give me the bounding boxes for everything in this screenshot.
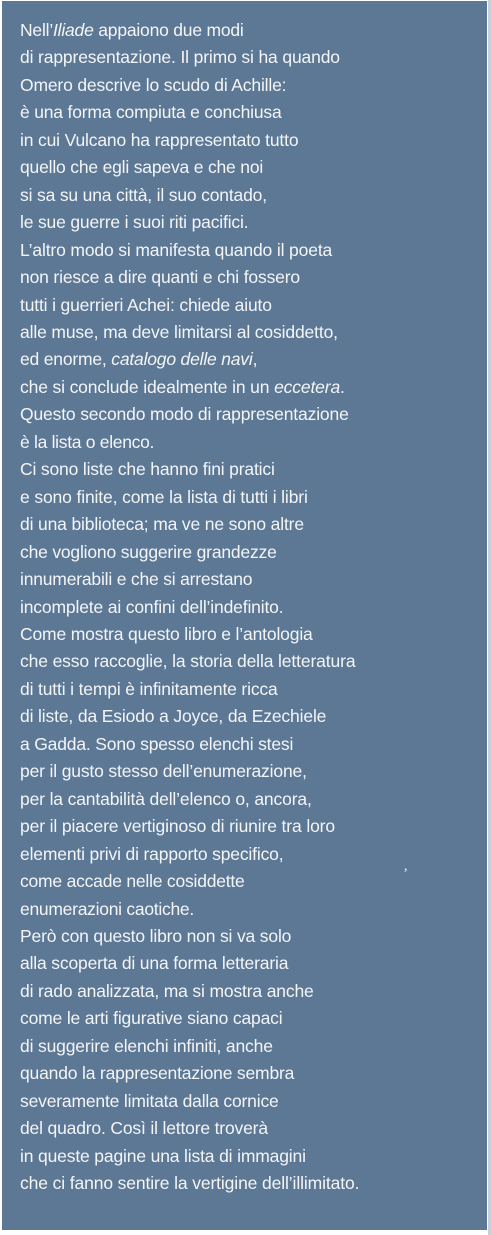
cover-flap-panel [2,1,487,1230]
text-line [20,1088,482,1115]
text-run: quando la rappresentazione sembra [20,1063,295,1084]
blurb-text [20,17,482,1197]
text-line [20,703,482,730]
text-run: Nell’ [20,20,53,40]
text-run: come le arti figurative siano capaci [20,1008,283,1029]
text-run: che ci fanno sentire la vertigine dell’illimitato. [20,1173,360,1194]
text-line [20,1060,482,1087]
text-run: in cui Vulcano ha rappresentato tutto [20,129,299,150]
text-run: le sue guerre i suoi riti pacifici. [20,212,249,233]
text-line [20,237,482,264]
italic-text: catalogo delle navi [111,349,253,370]
text-line [20,346,482,373]
text-run: di suggerire elenchi infiniti, anche [20,1035,273,1056]
text-line [20,566,482,593]
text-run: per la cantabilità dell’elenco o, ancora, [20,788,312,809]
text-line [20,621,482,648]
text-run: quello che egli sapeva e che noi [20,157,264,178]
text-line [20,292,482,319]
text-run: di rappresentazione. Il primo si ha quando [20,47,340,68]
text-line [20,868,482,895]
text-run: per il piacere vertiginoso di riunire tra loro [20,816,335,837]
text-line [20,264,482,291]
italic-text: Iliade [53,20,94,40]
text-run: alla scoperta di una forma letteraria [20,953,289,974]
text-run: di liste, da Esiodo a Joyce, da Ezechiele [20,706,327,727]
text-run: è una forma compiuta e conchiusa [20,102,282,123]
text-run: Come mostra questo libro e l’antologia [20,623,313,644]
text-run: a Gadda. Sono spesso elenchi stesi [20,733,294,754]
text-line [20,923,482,950]
text-run: alle muse, ma deve limitarsi al cosiddetto, [20,321,338,342]
text-run: come accade nelle cosiddette [20,871,245,892]
text-run: per il gusto stesso dell’enumerazione, [20,761,307,782]
text-line [20,1170,482,1197]
text-line [20,484,482,511]
text-run: incomplete ai confini dell’indefinito. [20,596,284,617]
text-run: Però con questo libro non si va solo [20,925,292,946]
text-line [20,594,482,621]
text-run: severamente limitata dalla cornice [20,1090,279,1111]
text-run: , [252,349,258,370]
text-run: Questo secondo modo di rappresentazione [20,404,349,425]
text-run: in queste pagine una lista di immagini [20,1145,306,1166]
text-line [20,17,482,44]
text-run: e sono finite, come la lista di tutti i libri [20,486,308,507]
text-line [20,896,482,923]
text-line [20,648,482,675]
text-line [20,456,482,483]
text-run: . [340,376,345,397]
text-line [20,99,482,126]
text-line [20,841,482,868]
text-line [20,978,482,1005]
text-line [20,319,482,346]
text-line [20,154,482,181]
text-run: innumerabili e che si arrestano [20,569,253,590]
text-run: che esso raccoglie, la storia della letteratura [20,651,356,672]
text-line [20,539,482,566]
text-run: si sa su una città, il suo contado, [20,184,267,205]
text-line [20,127,482,154]
text-run: non riesce a dire quanti e chi fossero [20,267,300,288]
text-run: è la lista o elenco. [20,431,155,452]
italic-text: eccetera [274,376,341,397]
text-run: di rado analizzata, ma si mostra anche [20,980,314,1001]
text-run: che vogliono suggerire grandezze [20,541,277,562]
text-line [20,813,482,840]
text-run: di tutti i tempi è infinitamente ricca [20,678,278,699]
text-line [20,182,482,209]
text-line [20,950,482,977]
text-line [20,731,482,758]
text-line [20,1005,482,1032]
text-run: tutti i guerrieri Achei: chiede aiuto [20,294,272,315]
text-run: Omero descrive lo scudo di Achille: [20,74,287,95]
text-line [20,44,482,71]
text-run: L’altro modo si manifesta quando il poeta [20,239,333,260]
text-line [20,758,482,785]
text-line [20,72,482,99]
text-run: ed enorme, [20,349,112,370]
text-line [20,401,482,428]
text-line [20,511,482,538]
text-line [20,209,482,236]
text-run: del quadro. Così il lettore troverà [20,1118,268,1139]
text-line [20,786,482,813]
text-line [20,676,482,703]
text-run: che si conclude idealmente in un [20,376,275,397]
text-line [20,429,482,456]
text-run: di una biblioteca; ma ve ne sono altre [20,514,304,535]
stray-mark: , [404,859,408,874]
text-run: enumerazioni caotiche. [20,898,194,919]
text-line [20,1033,482,1060]
text-line [20,374,482,401]
text-line [20,1143,482,1170]
text-run: elementi privi di rapporto specifico, [20,843,284,864]
text-line [20,1115,482,1142]
text-run: appaiono due modi [93,20,244,40]
text-run: Ci sono liste che hanno fini pratici [20,459,275,480]
